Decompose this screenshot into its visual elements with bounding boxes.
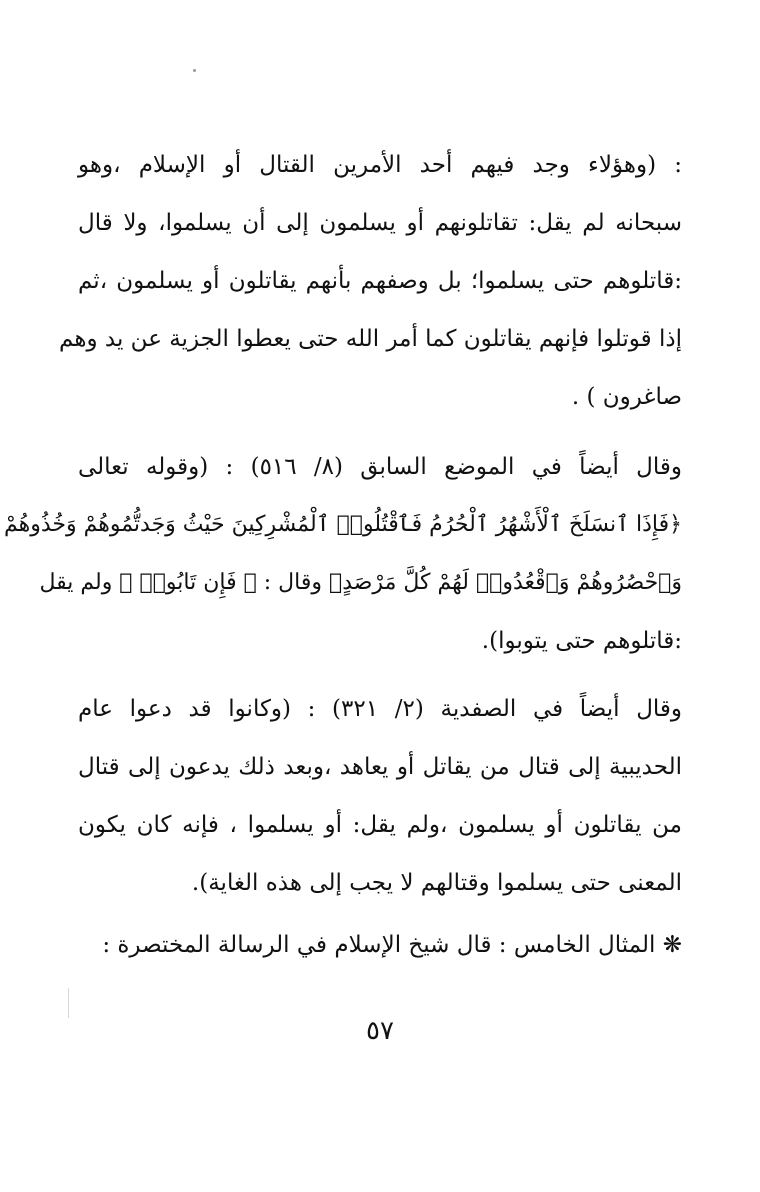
quran-verse-line: وَٱحْصُرُوهُمْ وَٱقْعُدُوا۟ لَهُمْ كُلَّ مَرْصَدٍ﴾ وقال : ﴿ فَإِن تَابُوا۟ ﴾ ولم يقل [39, 570, 682, 595]
scan-edge-mark [68, 988, 69, 1018]
text-line: إذا قوتلوا فإنهم يقاتلون كما أمر الله حتى يعطوا الجزية عن يد وهم [59, 326, 682, 352]
text-line: المعنى حتى يسلموا وقتالهم لا يجب إلى هذه الغاية). [191, 870, 682, 896]
page-number: ٥٧ [366, 1016, 394, 1046]
paragraph-1 [59, 136, 682, 426]
paragraph-2 [3, 438, 683, 670]
scan-speck [193, 69, 196, 72]
text-line: وقال أيضاً في الموضع السابق (٨/ ٥١٦) : (وقوله تعالى [78, 454, 683, 480]
text-line: :قاتلوهم حتى يسلموا؛ بل وصفهم بأنهم يقاتلون أو يسلمون ،ثم [78, 268, 682, 294]
text-line: من يقاتلون أو يسلمون ،ولم يقل: أو يسلموا ، فإنه كان يكون [78, 812, 682, 838]
paragraph-4 [78, 916, 682, 974]
text-line: : (وهؤلاء وجد فيهم أحد الأمرين القتال أو الإسلام ،وهو [78, 152, 682, 178]
text-line: :قاتلوهم حتى يتوبوا). [481, 628, 682, 654]
text-line: الحديبية إلى قتال من يقاتل أو يعاهد ،وبعد ذلك يدعون إلى قتال [78, 754, 682, 780]
quran-verse-line: ﴿فَإِذَا ٱنسَلَخَ ٱلْأَشْهُرُ ٱلْحُرُمُ فَٱقْتُلُوا۟ ٱلْمُشْرِكِينَ حَيْثُ وَجَدتُّمُوهُمْ وَخُذُوهُمْ [3, 512, 682, 537]
paragraph-3 [78, 680, 682, 912]
text-line: وقال أيضاً في الصفدية (٢/ ٣٢١) : (وكانوا قد دعوا عام [78, 696, 683, 722]
text-line: سبحانه لم يقل: تقاتلونهم أو يسلمون إلى أن يسلموا، ولا قال [78, 210, 682, 236]
section-heading-line: ❋ المثال الخامس : قال شيخ الإسلام في الرسالة المختصرة : [102, 932, 682, 958]
text-line: صاغرون ) . [571, 384, 682, 410]
